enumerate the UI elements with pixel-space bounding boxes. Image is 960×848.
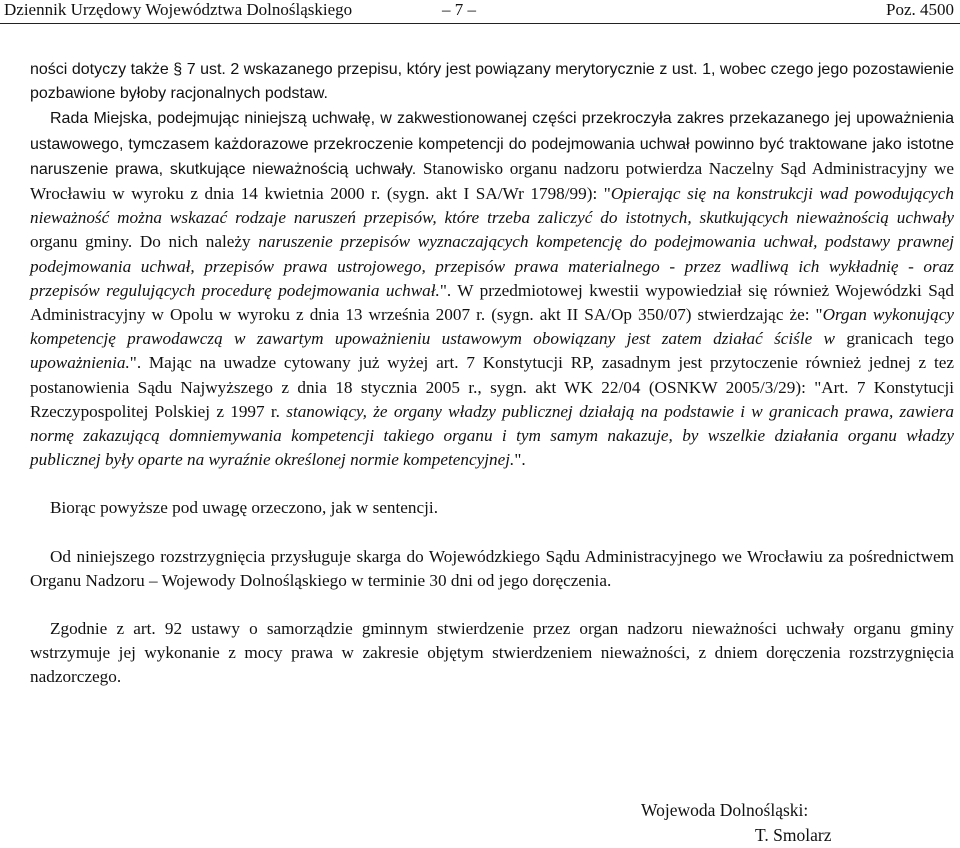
spacer <box>30 521 954 545</box>
paragraph-effect: Zgodnie z art. 92 ustawy o samorządzie gminnym stwierdzenie przez organ nadzoru nieważności uchwały organu gminy wstrzymuje jej wykonanie z mocy prawa w zakresie objętym stwierdzeniem nieważności, z dniem doręczenia rozstrzygnięcia nadzorczego. <box>30 619 954 687</box>
paragraph-appeal: Od niniejszego rozstrzygnięcia przysługuje skarga do Wojewódzkiego Sądu Administracyjnego we Wrocławiu za pośrednictwem Organu Nadzoru – Wojewody Dolnośląskiego w terminie 30 dni od jego doręczenia. <box>30 546 954 590</box>
quote-wsa: Organ wykonujący kompetencję prawodawczą w zawartym upoważnieniu ustawowym obowiązany jest zatem działać ściśle w <box>30 305 954 349</box>
journal-title: Dziennik Urzędowy Województwa Dolnośląskiego <box>4 0 353 19</box>
page-number: – 7 – <box>442 0 476 19</box>
reasoning-text-b: Stanowisko organu nadzoru potwierdza Naczelny Sąd Administracyjny we Wrocławiu w wyroku z dnia 14 kwietnia 2000 r. (sygn. akt I SA/Wr 1798/99): " <box>30 158 955 204</box>
reasoning-text-d: organu gminy. Do nich należy <box>30 232 259 252</box>
page-header <box>4 0 956 22</box>
signature-block <box>641 798 831 848</box>
quote-sn: stanowiący, że organy władzy publicznej działają na podstawie i w granicach prawa, zawiera normę zakazującą domniemywania kompetencji takiego organu i tym samym nakazuje, by wszelkie działania organu władzy publicznej były oparte na wyraźnie określonej normie kompetencyjnej. <box>30 401 954 470</box>
reasoning-text-l: ". <box>514 450 526 470</box>
spacer <box>30 472 954 496</box>
paragraph-reasoning <box>30 106 954 472</box>
quote-nsa: Opierając się na konstrukcji wad powodujących nieważność można wskazać rodzaje naruszeń przepisów, które trzeba zaliczyć do istotnych, skutkujących nieważnością uchwały <box>30 184 954 228</box>
reasoning-text-f: ". W przedmiotowej kwestii wypowiedział się również Wojewódzki Sąd Administracyjny w Opolu w wyroku z dnia 13 września 2007 r. (sygn. akt II SA/Op 350/07) stwierdzając że: " <box>30 280 954 325</box>
quote-nsa-continued: naruszenie przepisów wyznaczających kompetencję do podejmowania uchwał, podstawy prawnej podejmowania uchwał, przepisów prawa ustrojowego, przepisów prawa materialnego - przez wadliwą ich wykładnię - oraz przepisów regulujących procedurę podejmowania uchwał. <box>30 232 954 300</box>
paragraph-conclusion: Biorąc powyższe pod uwagę orzeczono, jak w sentencji. <box>50 498 439 518</box>
document-body <box>30 58 954 690</box>
signature-name: T. Smolarz <box>755 825 832 845</box>
signature-title: Wojewoda Dolnośląski: <box>641 800 809 820</box>
reasoning-text-h: granicach tego <box>835 329 955 349</box>
header-rule <box>0 23 960 24</box>
paragraph-continuation: ności dotyczy także § 7 ust. 2 wskazanego przepisu, który jest powiązany merytorycznie z ust. 1, wobec czego jego pozostawienie pozbawione byłoby racjonalnych podstaw. <box>30 61 954 103</box>
quote-wsa-end: upoważnienia. <box>30 353 130 373</box>
reasoning-text-j: ". Mając na uwadze cytowany już wyżej art. 7 Konstytucji RP, zasadnym jest przytoczenie również jednej z tez postanowienia Sądu Najwyższego z dnia 18 stycznia 2005 r., sygn. akt WK 22/04 (OSNKW 2005/3/29): "Art. 7 Konstytucji Rzeczypospolitej Polskiej z 1997 r. <box>30 353 954 421</box>
spacer <box>30 593 954 617</box>
position-number: Poz. 4500 <box>886 0 954 19</box>
reasoning-text-a: Rada Miejska, podejmując niniejszą uchwałę, w zakwestionowanej części przekroczyła zakres przekazanego jej upoważnienia ustawowego, tymczasem każdorazowe przekroczenie kompetencji do podejmowania uchwał powinno być traktowane jako istotne naruszenie prawa, skutkujące nieważnością uchwały. <box>30 110 954 178</box>
